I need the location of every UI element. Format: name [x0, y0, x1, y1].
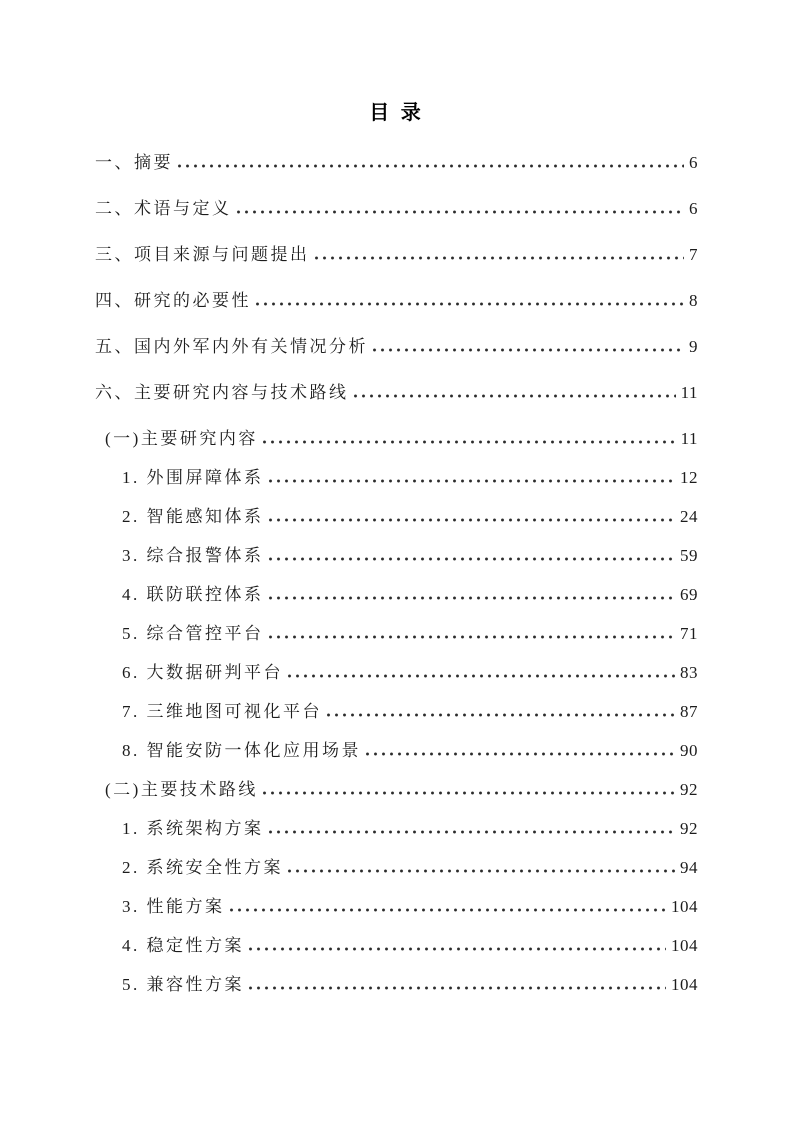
toc-entry-page: 8: [689, 291, 698, 310]
toc-entry: [95, 337, 698, 357]
dot-leader: [256, 302, 684, 306]
dot-leader: [269, 518, 676, 522]
toc-entry-page: 104: [671, 897, 698, 916]
toc-entry-page: 90: [680, 741, 698, 760]
dot-leader: [263, 791, 675, 795]
dot-leader: [269, 635, 676, 639]
toc-entry: [95, 468, 698, 488]
toc-entry-label: 1. 系统架构方案: [122, 819, 264, 838]
toc-entry-page: 12: [680, 468, 698, 487]
toc-entry-page: 92: [680, 780, 698, 799]
toc-entry: [95, 546, 698, 566]
toc-entry-label: 6. 大数据研判平台: [122, 663, 283, 682]
toc-entry-label: (一)主要研究内容: [105, 429, 258, 448]
toc-entry-label: 5. 综合管控平台: [122, 624, 264, 643]
toc-title: 目 录: [369, 102, 424, 124]
dot-leader: [288, 869, 675, 873]
toc-entry-label: 3. 综合报警体系: [122, 546, 264, 565]
dot-leader: [269, 830, 676, 834]
dot-leader: [249, 947, 666, 951]
dot-leader: [269, 596, 676, 600]
toc-entry: [95, 858, 698, 878]
toc-entry: [95, 245, 698, 265]
toc-entry-page: 59: [680, 546, 698, 565]
dot-leader: [230, 908, 667, 912]
toc-entry-label: 2. 系统安全性方案: [122, 858, 283, 877]
toc-entry-label: 8. 智能安防一体化应用场景: [122, 741, 361, 760]
toc-entry-label: 一、摘要: [95, 153, 173, 172]
toc-entry-label: 4. 联防联控体系: [122, 585, 264, 604]
toc-entry-label: 4. 稳定性方案: [122, 936, 244, 955]
toc-entry: [95, 975, 698, 995]
dot-leader: [373, 348, 684, 352]
toc-entry-label: 五、国内外军内外有关情况分析: [95, 337, 368, 356]
dot-leader: [269, 479, 676, 483]
toc-entry-page: 11: [680, 383, 698, 402]
dot-leader: [354, 394, 676, 398]
toc-entry-page: 87: [680, 702, 698, 721]
toc-entry-label: 2. 智能感知体系: [122, 507, 264, 526]
toc-entry: [95, 780, 698, 800]
toc-entry: [95, 702, 698, 722]
toc-entry-page: 83: [680, 663, 698, 682]
toc-entry: [95, 291, 698, 311]
toc-entry: [95, 199, 698, 219]
toc-list: [95, 153, 698, 995]
toc-entry-page: 24: [680, 507, 698, 526]
toc-entry-label: 四、研究的必要性: [95, 291, 251, 310]
toc-entry-label: (二)主要技术路线: [105, 780, 258, 799]
toc-entry: [95, 936, 698, 956]
toc-entry: [95, 153, 698, 173]
toc-entry-page: 71: [680, 624, 698, 643]
toc-entry-page: 104: [671, 936, 698, 955]
dot-leader: [288, 674, 675, 678]
toc-entry-page: 94: [680, 858, 698, 877]
toc-entry: [95, 429, 698, 449]
dot-leader: [178, 164, 684, 168]
toc-entry-label: 5. 兼容性方案: [122, 975, 244, 994]
toc-entry: [95, 663, 698, 683]
dot-leader: [263, 440, 676, 444]
toc-entry-label: 7. 三维地图可视化平台: [122, 702, 322, 721]
toc-entry-page: 92: [680, 819, 698, 838]
toc-entry: [95, 585, 698, 605]
dot-leader: [269, 557, 676, 561]
toc-entry-page: 9: [689, 337, 698, 356]
toc-entry-label: 二、术语与定义: [95, 199, 232, 218]
toc-entry-page: 6: [689, 199, 698, 218]
dot-leader: [237, 210, 685, 214]
toc-entry-label: 1. 外围屏障体系: [122, 468, 264, 487]
toc-entry-label: 3. 性能方案: [122, 897, 225, 916]
toc-entry-label: 三、项目来源与问题提出: [95, 245, 310, 264]
toc-entry: [95, 624, 698, 644]
toc-entry-page: 6: [689, 153, 698, 172]
toc-entry-page: 11: [680, 429, 698, 448]
toc-entry: [95, 741, 698, 761]
toc-entry: [95, 383, 698, 403]
toc-entry-page: 69: [680, 585, 698, 604]
toc-entry-label: 六、主要研究内容与技术路线: [95, 383, 349, 402]
toc-entry: [95, 507, 698, 527]
dot-leader: [249, 986, 666, 990]
dot-leader: [366, 752, 675, 756]
toc-entry: [95, 897, 698, 917]
dot-leader: [327, 713, 675, 717]
toc-entry-page: 7: [689, 245, 698, 264]
toc-entry-page: 104: [671, 975, 698, 994]
toc-entry: [95, 819, 698, 839]
dot-leader: [315, 256, 685, 260]
